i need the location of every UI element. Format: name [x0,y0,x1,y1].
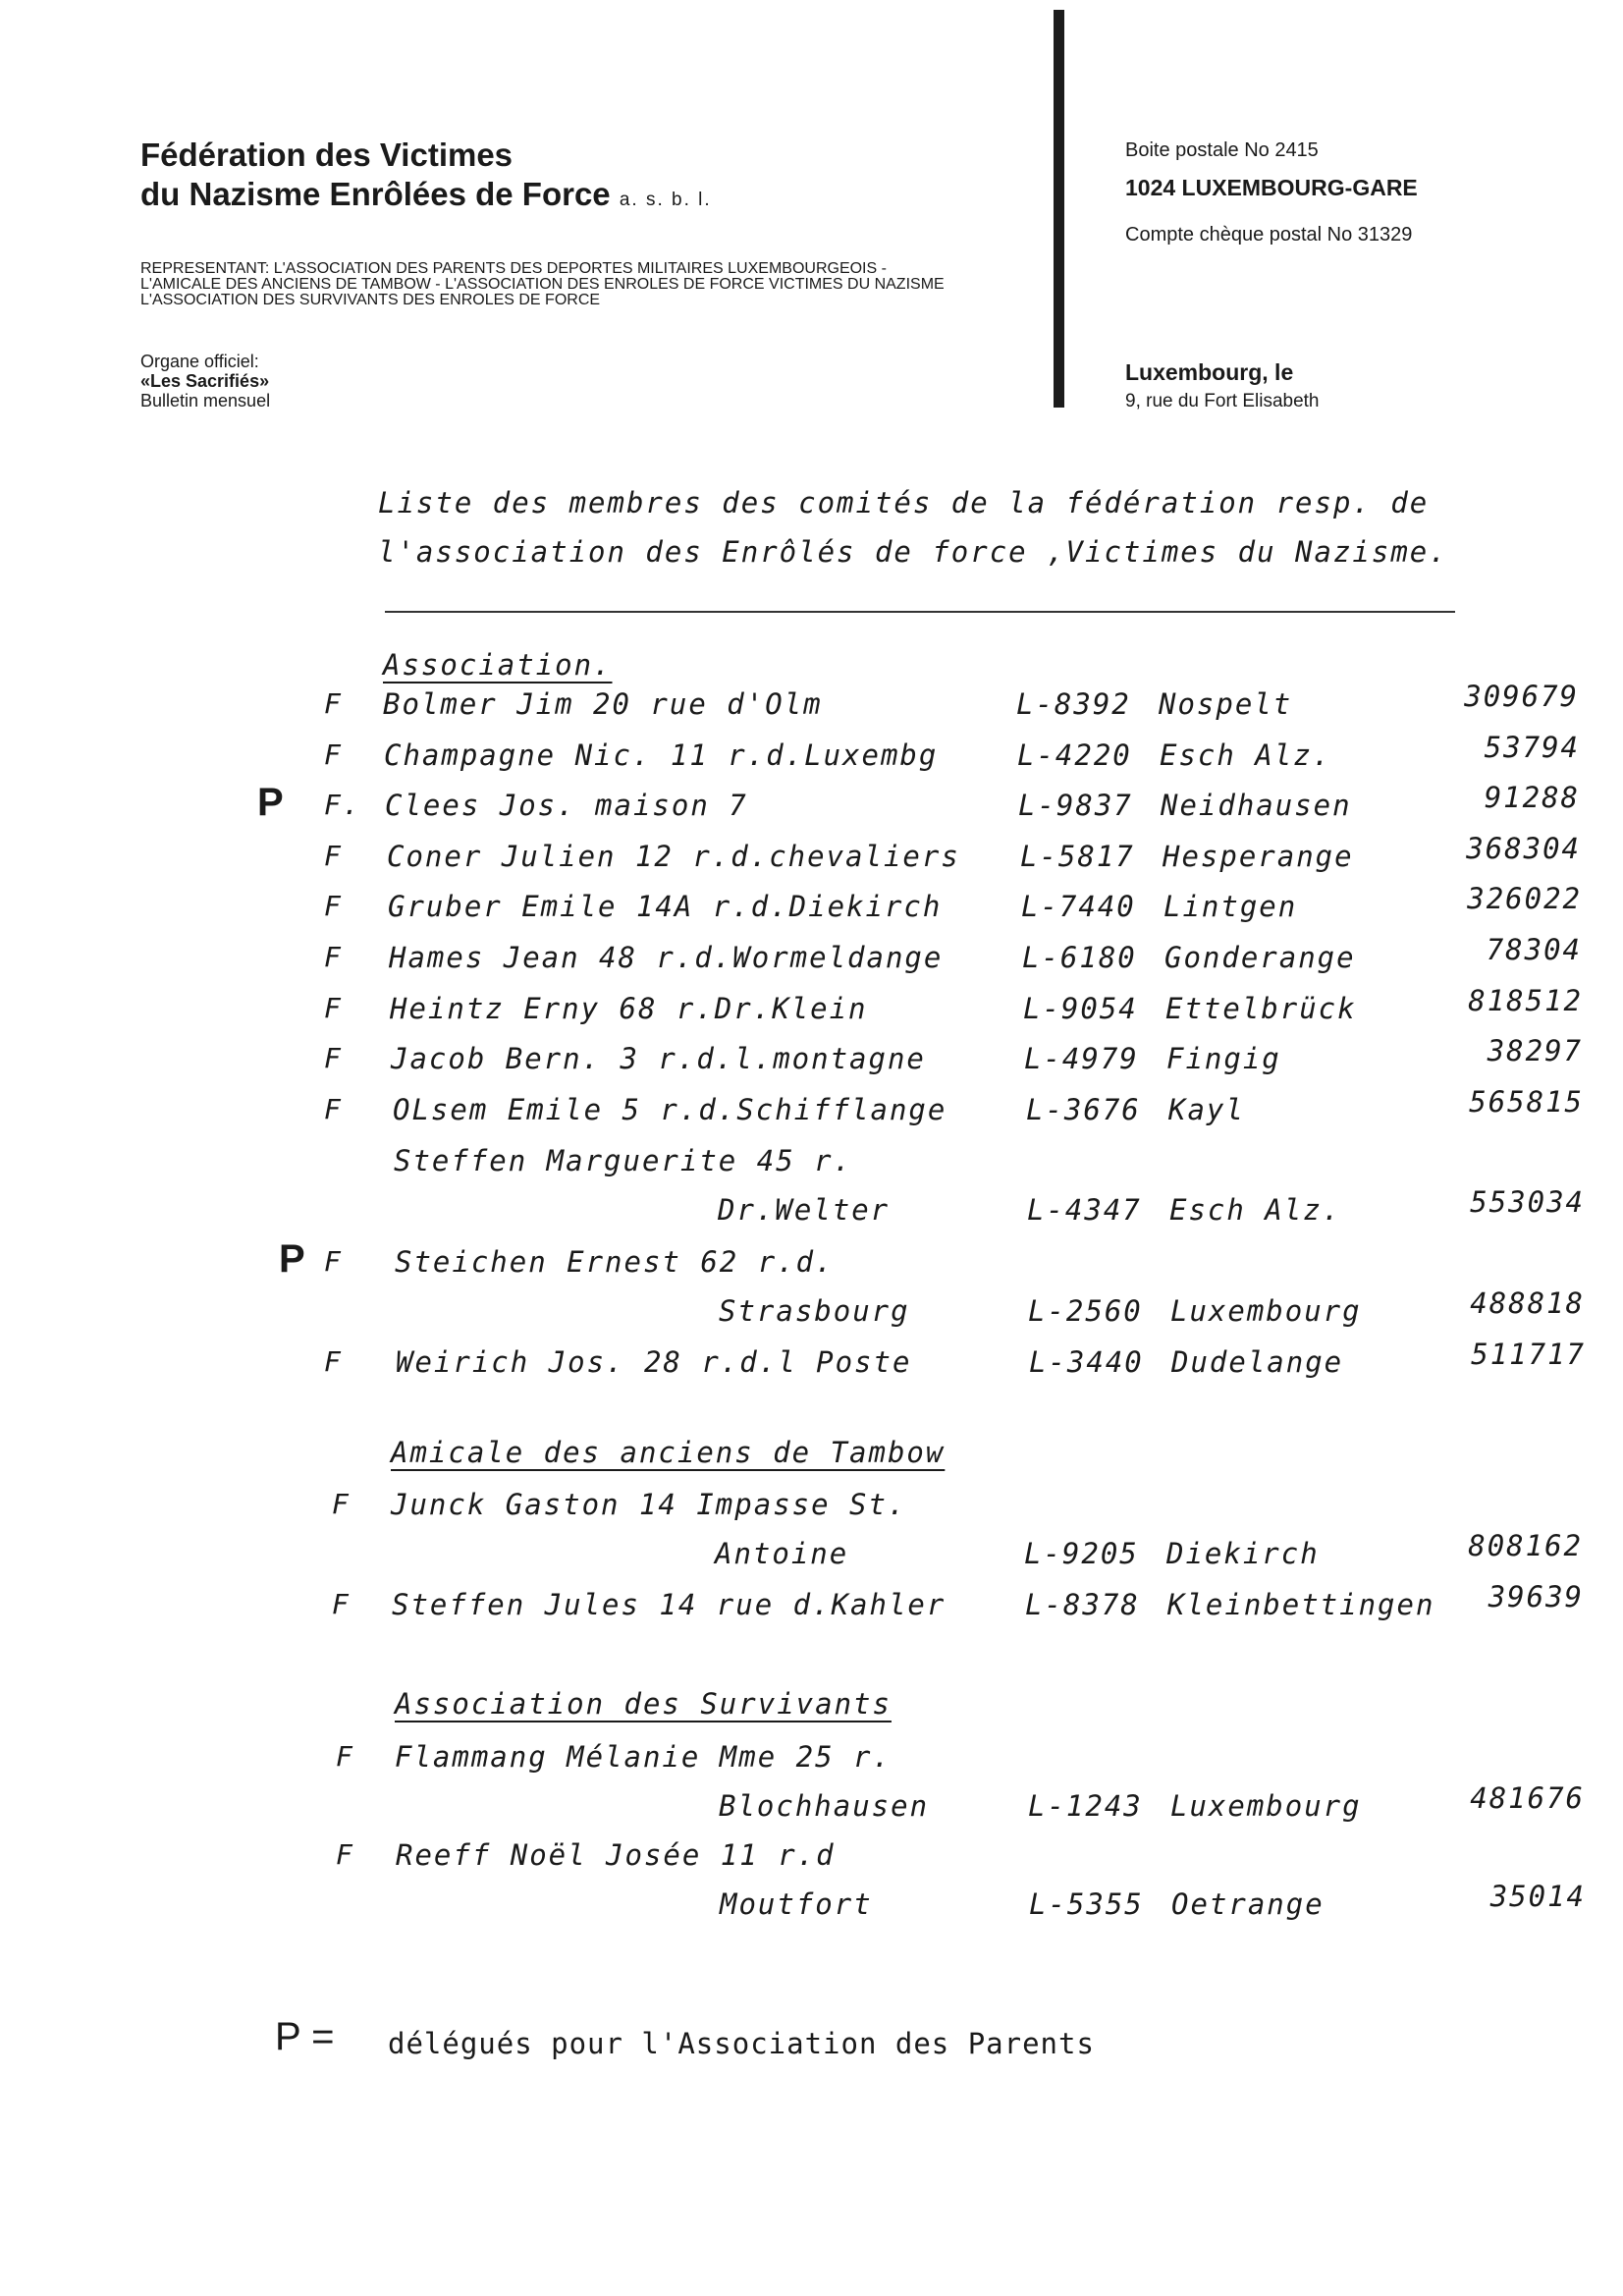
member-postcode: L-9205 [1024,1537,1139,1570]
letterhead-divider [1054,10,1064,408]
f-mark: F [332,1588,351,1620]
member-city: Esch Alz. [1160,738,1332,772]
organization-title [140,136,712,220]
member-city: Esch Alz. [1169,1193,1342,1227]
member-city: Hesperange [1163,840,1354,873]
member-number: 38297 [1487,1034,1583,1067]
f-mark: F [336,1740,354,1773]
member-address-cont: Dr.Welter [718,1193,891,1227]
f-mark: F [324,992,343,1024]
member-number: 553034 [1470,1185,1585,1219]
legend-mark: P = [275,2015,335,2058]
member-city: Nospelt [1159,687,1293,721]
member-postcode: L-5355 [1029,1887,1144,1921]
member-address-cont: Antoine [715,1537,849,1570]
member-city: Kayl [1168,1093,1245,1126]
member-name-address: Bolmer Jim 20 rue d'Olm [383,687,823,721]
f-mark: F [324,840,343,872]
section-title: Association des Survivants [395,1687,892,1721]
postal-box: Boite postale No 2415 [1125,139,1319,161]
member-name-address: Steffen Jules 14 rue d.Kahler [392,1588,947,1621]
f-mark: F [324,941,343,973]
street-address: 9, rue du Fort Elisabeth [1125,391,1320,411]
legend-text: délégués pour l'Association des Parents [388,2027,1095,2060]
member-postcode: L-5817 [1020,840,1135,873]
member-name-address: Junck Gaston 14 Impasse St. [391,1488,907,1521]
member-name-address: OLsem Emile 5 r.d.Schifflange [393,1093,947,1126]
p-delegate-mark: P [279,1237,305,1281]
member-city: Fingig [1166,1042,1281,1075]
member-name-address: Steichen Ernest 62 r.d. [395,1245,835,1279]
member-address-cont: Moutfort [720,1887,873,1921]
member-postcode: L-9837 [1018,789,1133,822]
member-postcode: L-3440 [1029,1345,1144,1379]
member-city: Lintgen [1163,890,1298,923]
member-city: Kleinbettingen [1167,1588,1435,1621]
member-postcode: L-6180 [1022,941,1137,974]
member-postcode: L-7440 [1021,890,1136,923]
member-city: Gonderange [1164,941,1356,974]
organe-label: Organe officiel: [140,352,259,371]
cheque-account: Compte chèque postal No 31329 [1125,224,1413,246]
organization-suffix: a. s. b. l. [619,190,712,210]
f-mark: F [324,1245,343,1278]
member-number: 39639 [1488,1580,1584,1613]
member-name-address: Champagne Nic. 11 r.d.Luxembg [384,738,939,772]
heading-rule [385,611,1455,613]
member-city: Diekirch [1166,1537,1320,1570]
member-number: 808162 [1468,1529,1583,1562]
section-title: Association. [383,648,613,682]
member-postcode: L-4220 [1017,738,1132,772]
representant-line: REPRESENTANT: L'ASSOCIATION DES PARENTS DES DEPORTES MILITAIRES LUXEMBOURGEOIS - [140,260,887,277]
intro-line-2: l'association des Enrôlés de force ,Victimes du Nazisme. [378,535,1448,569]
member-city: Ettelbrück [1165,992,1357,1025]
f-mark: F [336,1838,354,1871]
member-name-address: Clees Jos. maison 7 [385,789,748,822]
member-city: Oetrange [1171,1887,1325,1921]
member-city: Neidhausen [1161,789,1352,822]
member-name-address: Gruber Emile 14A r.d.Diekirch [388,890,943,923]
place-date: Luxembourg, le [1125,359,1294,385]
member-name-address: Reeff Noël Josée 11 r.d [396,1838,836,1872]
f-mark: F [332,1488,351,1520]
member-postcode: L-8392 [1016,687,1131,721]
member-address-cont: Blochhausen [719,1789,930,1823]
p-delegate-mark: P [257,781,284,824]
member-postcode: L-2560 [1028,1294,1143,1328]
member-city: Dudelange [1171,1345,1344,1379]
f-mark: F [324,1042,343,1074]
postal-city: 1024 LUXEMBOURG-GARE [1125,175,1418,200]
f-mark: F [324,738,343,771]
member-address-cont: Strasbourg [719,1294,910,1328]
member-number: 53794 [1484,731,1580,764]
member-postcode: L-4347 [1027,1193,1142,1227]
member-number: 35014 [1489,1880,1586,1913]
member-name-address: Weirich Jos. 28 r.d.l Poste [396,1345,912,1379]
member-number: 565815 [1469,1085,1584,1119]
member-number: 488818 [1470,1286,1585,1320]
member-postcode: L-4979 [1024,1042,1139,1075]
member-postcode: L-8378 [1025,1588,1140,1621]
organization-title-line1: Fédération des Victimes [140,137,514,173]
member-number: 78304 [1486,933,1582,966]
member-postcode: L-9054 [1023,992,1138,1025]
member-name-address: Steffen Marguerite 45 r. [394,1144,853,1177]
member-postcode: L-3676 [1026,1093,1141,1126]
f-mark: F [324,687,343,720]
member-number: 818512 [1468,984,1583,1017]
member-number: 511717 [1471,1338,1586,1371]
organization-title-line2: du Nazisme Enrôlées de Force [140,176,611,212]
member-name-address: Jacob Bern. 3 r.d.l.montagne [391,1042,926,1075]
f-mark: F [324,1345,343,1378]
member-name-address: Coner Julien 12 r.d.chevaliers [387,840,960,873]
member-name-address: Hames Jean 48 r.d.Wormeldange [389,941,944,974]
member-number: 91288 [1484,781,1580,814]
intro-line-1: Liste des membres des comités de la fédération resp. de [378,486,1430,519]
member-city: Luxembourg [1170,1789,1362,1823]
member-city: Luxembourg [1170,1294,1362,1328]
representant-line: L'AMICALE DES ANCIENS DE TAMBOW - L'ASSOCIATION DES ENROLES DE FORCE VICTIMES DU NAZISME [140,276,945,293]
organe-officiel-block [140,352,270,410]
representant-line: L'ASSOCIATION DES SURVIVANTS DES ENROLES DE FORCE [140,292,601,308]
representant-block [140,261,945,308]
organe-name: «Les Sacrifiés» [140,371,270,391]
f-mark: F [324,890,343,922]
f-mark: F. [324,789,361,821]
member-name-address: Flammang Mélanie Mme 25 r. [395,1740,892,1774]
member-number: 368304 [1466,832,1581,865]
organe-frequency: Bulletin mensuel [140,391,271,410]
f-mark: F [324,1093,343,1125]
member-number: 326022 [1467,882,1582,915]
member-number: 481676 [1470,1781,1585,1815]
section-title: Amicale des anciens de Tambow [391,1436,946,1469]
member-name-address: Heintz Erny 68 r.Dr.Klein [390,992,868,1025]
member-number: 309679 [1464,680,1579,713]
member-postcode: L-1243 [1028,1789,1143,1823]
